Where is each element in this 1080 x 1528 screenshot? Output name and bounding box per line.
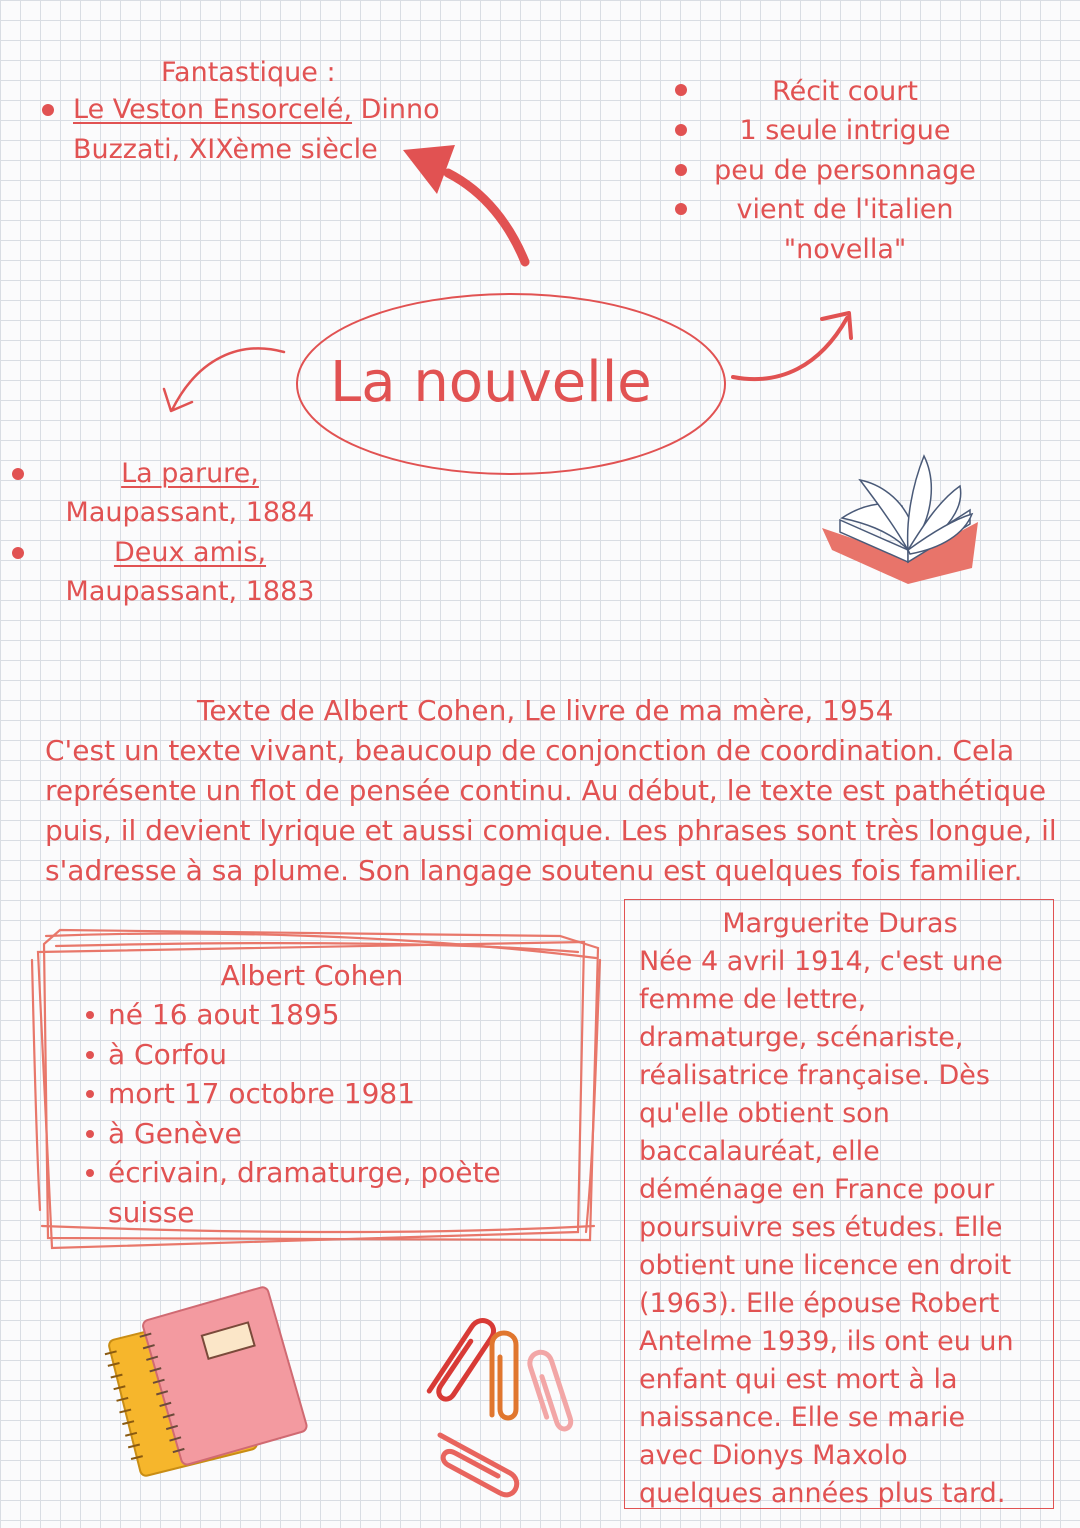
duras-line: Née 4 avril 1914, c'est une bbox=[639, 946, 1003, 977]
cohen-item: à Corfou bbox=[108, 1038, 227, 1071]
bullet-icon bbox=[86, 1169, 94, 1177]
duras-line: dramaturge, scénariste, bbox=[639, 1022, 964, 1053]
cohen-item: né 16 aout 1895 bbox=[108, 998, 340, 1031]
bullet-icon bbox=[86, 1051, 94, 1059]
fantastique-work-title: Le Veston Ensorcelé, bbox=[73, 94, 353, 125]
cohen-name: Albert Cohen bbox=[220, 959, 404, 992]
duras-name: Marguerite Duras bbox=[722, 908, 958, 939]
example-author: Maupassant, 1883 bbox=[65, 576, 315, 607]
cohen-item: à Genève bbox=[108, 1117, 242, 1150]
analysis-line: s'adresse à sa plume. Son langage soutenu est quelques fois familier. bbox=[45, 854, 1023, 887]
page-title: La nouvelle bbox=[330, 350, 652, 415]
definition-line: 1 seule intrigue bbox=[739, 115, 951, 146]
cohen-item-continuation: suisse bbox=[108, 1196, 195, 1229]
duras-line: enfant qui est mort à la bbox=[639, 1364, 958, 1395]
analysis-line: représente un flot de pensée continu. Au début, le texte est pathétique bbox=[45, 774, 1047, 807]
duras-line: avec Dionys Maxolo bbox=[639, 1440, 908, 1471]
definition-line: Récit court bbox=[772, 76, 918, 107]
analysis-heading: Texte de Albert Cohen, Le livre de ma mère, 1954 bbox=[197, 694, 894, 727]
bullet-icon bbox=[86, 1130, 94, 1138]
duras-line: quelques années plus tard. bbox=[639, 1478, 1006, 1509]
bullet-icon bbox=[86, 1090, 94, 1098]
bullet-icon bbox=[86, 1011, 94, 1019]
fantastique-work-line2: Buzzati, XIXème siècle bbox=[73, 134, 378, 165]
paperclips-icon bbox=[400, 1305, 600, 1495]
duras-line: poursuivre ses études. Elle bbox=[639, 1212, 1003, 1243]
definition-line: "novella" bbox=[783, 234, 907, 265]
cohen-item: mort 17 octobre 1981 bbox=[108, 1077, 416, 1110]
definition-line: peu de personnage bbox=[714, 155, 976, 186]
notebooks-icon bbox=[100, 1280, 320, 1470]
duras-line: déménage en France pour bbox=[639, 1174, 995, 1205]
duras-line: qu'elle obtient son bbox=[639, 1098, 890, 1129]
duras-line: réalisatrice française. Dès bbox=[639, 1060, 990, 1091]
definition-line: vient de l'italien bbox=[736, 194, 954, 225]
duras-line: obtient une licence en droit bbox=[639, 1250, 1012, 1281]
example-author: Maupassant, 1884 bbox=[65, 497, 315, 528]
fantastique-heading: Fantastique : bbox=[161, 57, 336, 88]
duras-line: femme de lettre, bbox=[639, 984, 867, 1015]
duras-line: baccalauréat, elle bbox=[639, 1136, 880, 1167]
analysis-line: puis, il devient lyrique et aussi comique. Les phrases sont très longue, il bbox=[45, 814, 1057, 847]
analysis-line: C'est un texte vivant, beaucoup de conjonction de coordination. Cela bbox=[45, 734, 1015, 767]
duras-text bbox=[639, 943, 1014, 1513]
cohen-item: écrivain, dramaturge, poète bbox=[108, 1156, 501, 1189]
duras-line: Antelme 1939, ils ont eu un bbox=[639, 1326, 1014, 1357]
example-title-text: La parure, bbox=[121, 458, 259, 489]
example-title-text: Deux amis, bbox=[113, 537, 267, 568]
duras-line: (1963). Elle épouse Robert bbox=[639, 1288, 1000, 1319]
duras-line: naissance. Elle se marie bbox=[639, 1402, 966, 1433]
fantastique-work-author: Dinno bbox=[352, 94, 440, 125]
